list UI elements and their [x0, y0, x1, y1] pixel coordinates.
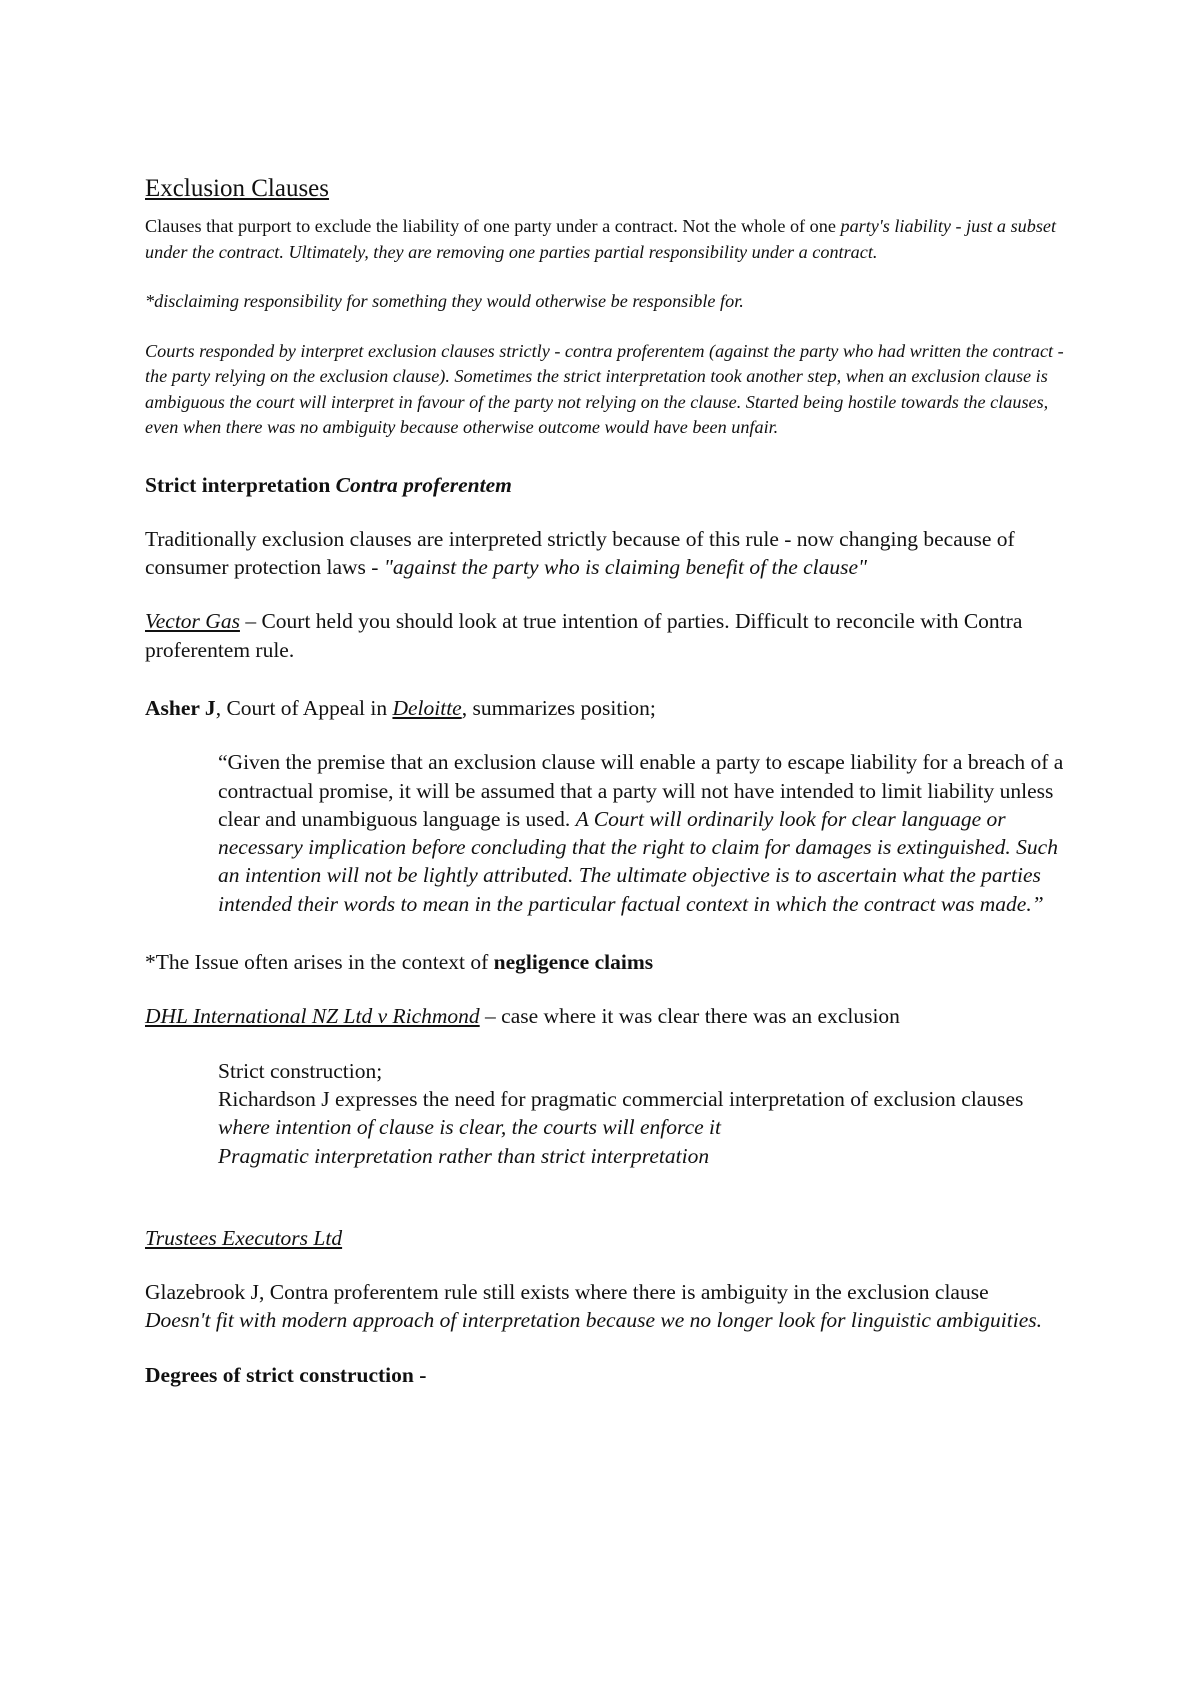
quote-normal-text: “Given the premise that an exclusion clause will enable a party to escape liability for a breach of a contractual promise, it will be assumed that a party will not have intended to limit liability unless clear and unambiguous language is used. — [218, 750, 1064, 831]
intro-normal-text: Clauses that purport to exclude the liability of one party under a contract. Not the whole of one — [145, 216, 836, 236]
disclaiming-note: *disclaiming responsibility for something they would otherwise be responsible for. — [145, 291, 744, 311]
heading-bold-text: Strict interpretation — [145, 472, 336, 497]
asher-paragraph — [145, 694, 1065, 722]
asher-text-1: , Court of Appeal in — [215, 695, 393, 720]
asher-quote — [145, 748, 1068, 918]
traditionally-normal-text: Traditionally exclusion clauses are interpreted strictly because of this rule - now changing because of consumer protection laws - — [145, 526, 1015, 580]
quote-italic-text: A Court will ordinarily look for clear language or necessary implication before concluding that the right to claim for damages is extinguished. Such an intention will not be lightly attributed. The ultimate objective is to ascertain what the parties intended their words to mean in the particular factual context in which the contract was made.” — [218, 806, 1058, 916]
vector-gas-case-name: Vector Gas — [145, 609, 240, 634]
strict-interpretation-heading — [145, 471, 1065, 499]
richardson-normal-text: Richardson J expresses the need for pragmatic commercial interpretation of exclusion clauses — [218, 1086, 1024, 1111]
dhl-paragraph — [145, 1002, 1065, 1030]
document-body — [145, 174, 1065, 1389]
dhl-text: – case where it was clear there was an exclusion — [479, 1004, 900, 1029]
traditionally-paragraph — [145, 525, 1065, 582]
dhl-case-name: DHL International NZ Ltd v Richmond — [145, 1004, 480, 1029]
richardson-italic-text: where intention of clause is clear, the courts will enforce it — [218, 1115, 721, 1140]
issue-paragraph — [145, 948, 1065, 976]
strict-construction-block — [145, 1057, 1065, 1170]
pragmatic-line: Pragmatic interpretation rather than strict interpretation — [218, 1143, 710, 1168]
vector-gas-paragraph — [145, 607, 1065, 664]
asher-text-2: , summarizes position; — [461, 695, 656, 720]
heading-bold-italic-text: Contra proferentem — [335, 472, 512, 497]
trustees-case-name: Trustees Executors Ltd — [145, 1225, 343, 1250]
strict-construction-line: Strict construction; — [218, 1058, 383, 1083]
deloitte-case-name: Deloitte — [392, 695, 462, 720]
asher-judge-name: Asher J — [145, 695, 216, 720]
intro-italic-text: party's liability - just a subset under the contract. Ultimately, they are removing one parties partial responsibility under a contract. — [145, 216, 1057, 262]
vector-gas-text: – Court held you should look at true intention of parties. Difficult to reconcile with Contra proferentem rule. — [145, 609, 1023, 662]
traditionally-italic-text: "against the party who is claiming benefit of the clause" — [383, 555, 868, 580]
page-title: Exclusion Clauses — [145, 175, 330, 202]
courts-paragraph: Courts responded by interpret exclusion clauses strictly - contra proferentem (against the party who had written the contract - the party relying on the exclusion clause). Sometimes the strict interpretation took another step, when an exclusion clause is ambiguous the court will interpret in favour of the party not relying on the clause. Started being hostile towards the clauses, even when there was no ambiguity because otherwise outcome would have been unfair. — [145, 340, 1064, 437]
issue-normal-text: *The Issue often arises in the context of — [145, 950, 494, 975]
degrees-heading: Degrees of strict construction - — [145, 1362, 427, 1387]
doesnt-fit-paragraph: Doesn't fit with modern approach of interpretation because we no longer look for linguistic ambiguities. — [145, 1308, 1042, 1333]
intro-paragraph — [145, 214, 1065, 265]
glazebrook-paragraph: Glazebrook J, Contra proferentem rule still exists where there is ambiguity in the exclusion clause — [145, 1280, 989, 1305]
richardson-paragraph — [218, 1085, 1065, 1142]
issue-bold-text: negligence claims — [493, 950, 654, 975]
